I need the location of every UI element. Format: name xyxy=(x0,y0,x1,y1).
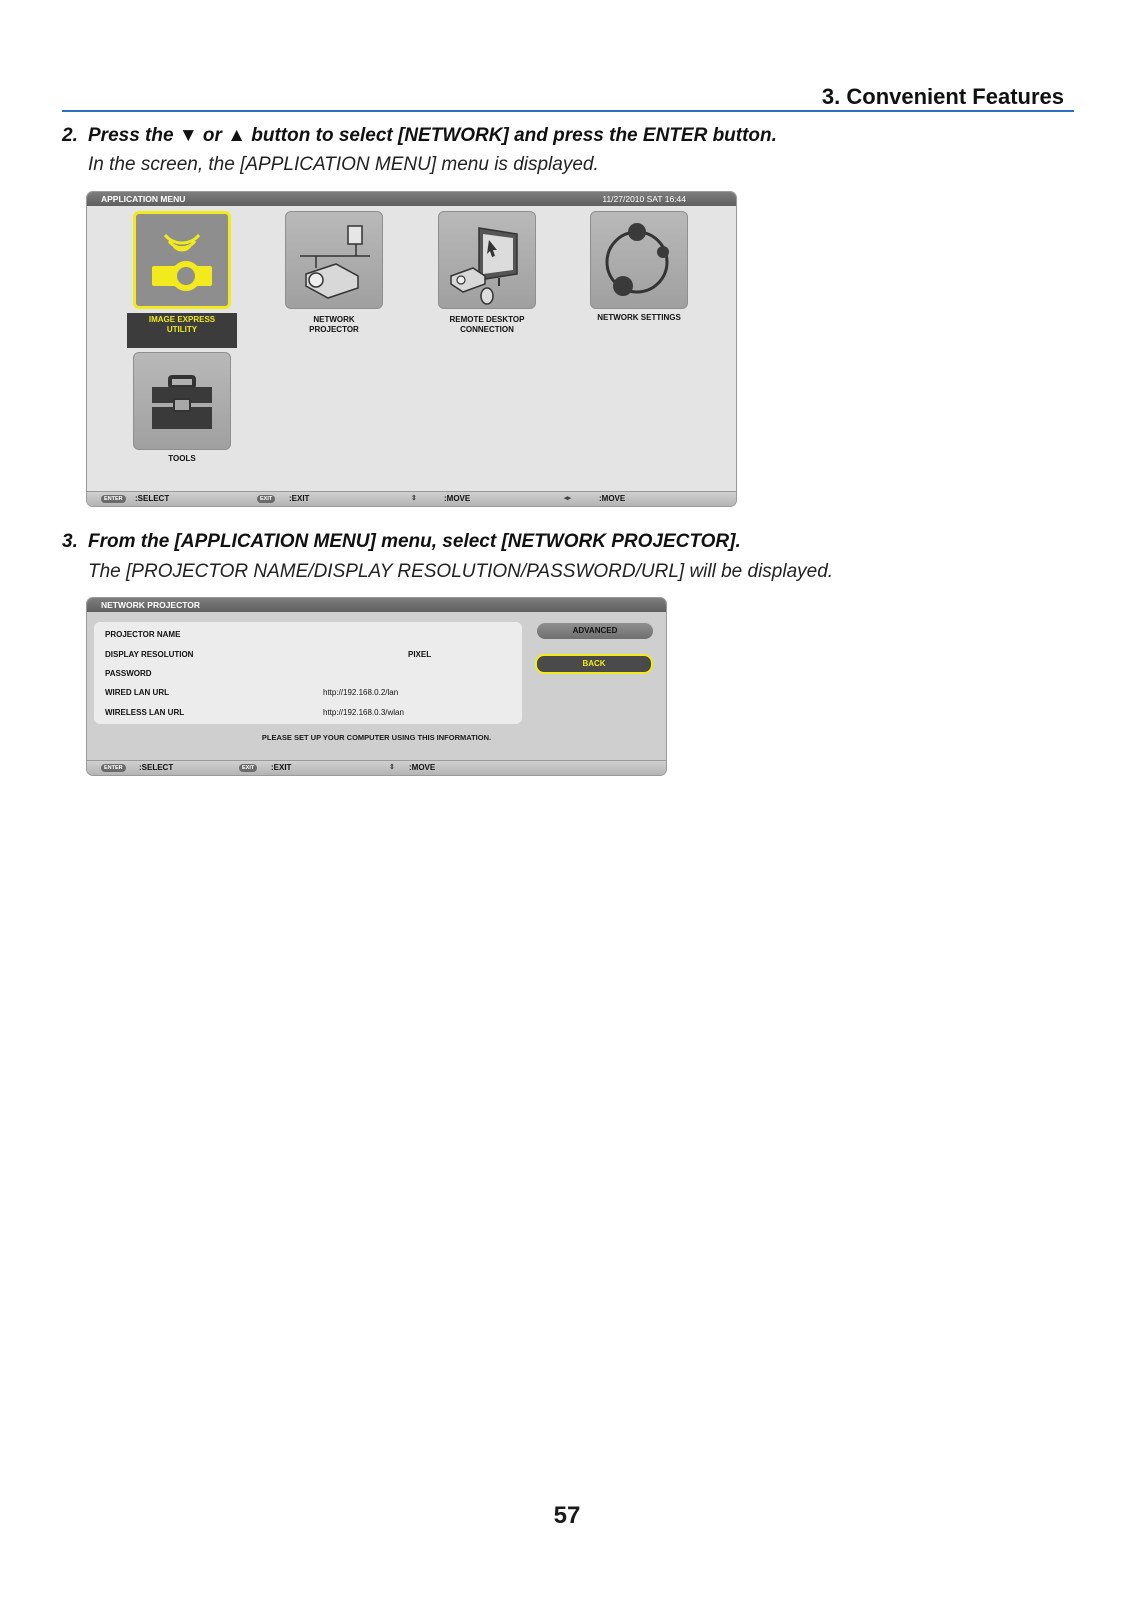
exit-key: EXIT xyxy=(257,495,275,503)
network-projector-header xyxy=(87,598,666,612)
section-title: 3. Convenient Features xyxy=(821,84,1064,109)
application-menu-header xyxy=(87,192,736,206)
tile-label-image-express-utility: IMAGE EXPRESS UTILITY xyxy=(127,313,237,348)
datetime: 11/27/2010 SAT 16:44 xyxy=(602,194,686,204)
network-projector-title: NETWORK PROJECTOR xyxy=(101,600,201,610)
footer-exit: :EXIT xyxy=(289,494,310,503)
step-3-instruction xyxy=(62,531,741,553)
step-number: 3. xyxy=(62,531,78,552)
info-panel xyxy=(94,622,522,724)
value-wireless-lan-url: http://192.168.0.3/wlan xyxy=(323,708,404,717)
step-number: 2. xyxy=(62,125,78,146)
application-menu-screen xyxy=(86,191,737,507)
label-wireless-lan-url: WIRELESS LAN URL xyxy=(105,708,185,717)
footer-move-horizontal: :MOVE xyxy=(599,494,626,503)
step-text: From the [APPLICATION MENU] menu, select [NETWORK PROJECTOR]. xyxy=(88,531,741,552)
footer-select: :SELECT xyxy=(135,494,170,503)
footer-exit: :EXIT xyxy=(271,763,292,772)
label-display-resolution: DISPLAY RESOLUTION xyxy=(105,650,194,659)
step-text: Press the ▼ or ▲ button to select [NETWORK] and press the ENTER button. xyxy=(88,125,777,146)
exit-key: EXIT xyxy=(239,764,257,772)
footer-move-vertical: :MOVE xyxy=(444,494,471,503)
up-down-arrow-icon: ⇕ xyxy=(411,495,417,502)
tile-network-projector[interactable] xyxy=(285,211,383,309)
tile-label-network-projector: NETWORK PROJECTOR xyxy=(309,315,359,334)
enter-key: ENTER xyxy=(101,495,126,503)
application-menu-footer xyxy=(87,491,736,506)
tile-image-express-utility[interactable] xyxy=(133,211,231,309)
left-right-arrow-icon: ◂▸ xyxy=(564,495,572,502)
step-2-detail: In the screen, the [APPLICATION MENU] menu is displayed. xyxy=(88,154,599,175)
label-password: PASSWORD xyxy=(105,669,152,678)
value-display-resolution: PIXEL xyxy=(408,650,432,659)
network-projector-icon xyxy=(286,212,382,308)
application-menu-title: APPLICATION MENU xyxy=(101,194,186,204)
tile-remote-desktop-connection[interactable] xyxy=(438,211,536,309)
advanced-button[interactable]: ADVANCED xyxy=(537,623,653,639)
enter-key: ENTER xyxy=(101,764,126,772)
back-button[interactable]: BACK xyxy=(535,654,653,674)
wireless-projector-icon xyxy=(136,214,228,306)
setup-note: PLEASE SET UP YOUR COMPUTER USING THIS INFORMATION. xyxy=(261,733,492,742)
tile-network-settings[interactable] xyxy=(590,211,688,309)
footer-select: :SELECT xyxy=(139,763,174,772)
label-projector-name: PROJECTOR NAME xyxy=(105,630,181,639)
toolbox-icon xyxy=(134,353,230,449)
tile-label-tools: TOOLS xyxy=(168,454,196,463)
value-wired-lan-url: http://192.168.0.2/lan xyxy=(323,688,399,697)
tile-tools[interactable] xyxy=(133,352,231,450)
network-projector-screen xyxy=(86,597,667,776)
tile-label-network-settings: NETWORK SETTINGS xyxy=(597,313,681,322)
label-wired-lan-url: WIRED LAN URL xyxy=(105,688,169,697)
up-down-arrow-icon: ⇕ xyxy=(389,764,395,771)
page-number: 57 xyxy=(553,1502,581,1529)
network-settings-icon xyxy=(591,212,687,308)
title-rule xyxy=(62,110,1074,112)
step-3-detail: The [PROJECTOR NAME/DISPLAY RESOLUTION/PASSWORD/URL] will be displayed. xyxy=(88,561,834,582)
footer-move-vertical: :MOVE xyxy=(409,763,436,772)
remote-desktop-icon xyxy=(439,212,535,308)
tile-label-remote-desktop-connection: REMOTE DESKTOP CONNECTION xyxy=(449,315,525,334)
network-projector-footer xyxy=(87,760,666,775)
step-2-instruction xyxy=(62,125,777,147)
